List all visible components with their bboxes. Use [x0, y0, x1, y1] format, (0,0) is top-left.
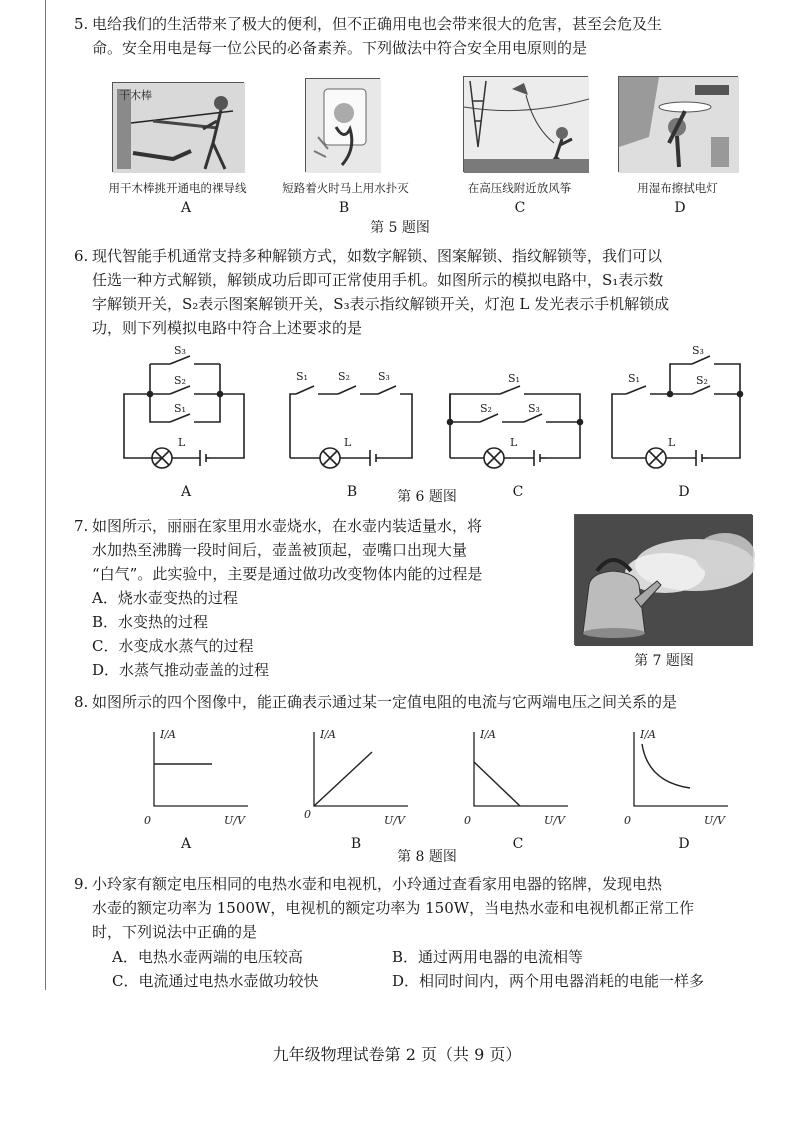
- q8-graph-b: [300, 726, 410, 836]
- q8-figure-title: 第 8 题图: [397, 849, 457, 865]
- q8-a-origin: 0: [144, 814, 151, 827]
- question-5: [74, 12, 772, 60]
- q5-picture-d-drawing: [619, 77, 739, 173]
- q8-b-xlabel: U/V: [384, 814, 405, 827]
- question-6: [74, 244, 772, 340]
- question-5-number: 5.: [74, 15, 89, 33]
- question-6-line-3: 字解锁开关，S₂表示图案解锁开关，S₃表示指纹解锁开关，灯泡 L 发光表示手机解锁成: [92, 295, 670, 313]
- q6-c-s3-label: S₃: [528, 402, 540, 415]
- q6-letter-a: A: [180, 484, 192, 500]
- q8-letter-a: A: [180, 836, 192, 852]
- q8-c-xlabel: U/V: [544, 814, 565, 827]
- q8-d-origin: 0: [624, 814, 631, 827]
- q6-letter-b: B: [346, 484, 358, 500]
- q6-circuit-a: [124, 346, 244, 471]
- q8-b-ylabel: I/A: [320, 728, 336, 741]
- q7-kettle-drawing: [575, 515, 753, 646]
- question-9-option-b: B．通过两用电器的电流相等: [392, 948, 584, 966]
- question-9-option-a: A．电热水壶两端的电压较高: [112, 948, 303, 966]
- q7-kettle-photo: [574, 514, 752, 645]
- question-8-line-1: 如图所示的四个图像中，能正确表示通过某一定值电阻的电流与它两端电压之间关系的是: [92, 693, 678, 711]
- q5-caption-a: 用干木棒挑开通电的裸导线: [108, 181, 247, 195]
- q7-figure-title: 第 7 题图: [634, 653, 694, 669]
- q8-a-xlabel: U/V: [224, 814, 245, 827]
- q5-picture-b: [305, 78, 380, 172]
- q5-picture-a-label: 干木棒: [119, 89, 152, 102]
- q6-a-lamp-label: L: [178, 436, 186, 449]
- q5-letter-d: D: [674, 200, 686, 216]
- q5-picture-c-drawing: [464, 77, 589, 173]
- q8-graph-a: [140, 726, 250, 836]
- q6-d-s2-label: S₂: [696, 374, 708, 387]
- question-9-number: 9.: [74, 875, 89, 893]
- q8-letter-b: B: [350, 836, 362, 852]
- question-9-line-2: 水壶的额定功率为 1500W，电视机的额定功率为 150W，当电热水壶和电视机都正常工作: [92, 899, 695, 917]
- question-7-line-3: “白气”。此实验中，主要是通过做功改变物体内能的过程是: [92, 565, 483, 583]
- question-5-line-2: 命。安全用电是每一位公民的必备素养。下列做法中符合安全用电原则的是: [92, 39, 588, 57]
- q6-letter-d: D: [678, 484, 690, 500]
- q8-letter-c: C: [512, 836, 524, 852]
- q5-picture-a: [112, 82, 244, 172]
- q6-d-s1-label: S₁: [628, 372, 640, 385]
- question-7-option-c: C．水变成水蒸气的过程: [92, 637, 254, 655]
- q8-d-xlabel: U/V: [704, 814, 725, 827]
- question-7: [74, 514, 552, 682]
- question-8-number: 8.: [74, 693, 89, 711]
- q5-picture-c: [463, 76, 588, 172]
- question-7-line-1: 如图所示，丽丽在家里用水壶烧水，在水壶内装适量水，将: [92, 517, 483, 535]
- q8-a-ylabel: I/A: [160, 728, 176, 741]
- question-6-line-4: 功，则下列模拟电路中符合上述要求的是: [92, 319, 363, 337]
- q5-caption-d: 用湿布擦拭电灯: [637, 181, 718, 195]
- q5-figure-title: 第 5 题图: [370, 220, 430, 236]
- q6-d-s3-label: S₃: [692, 344, 704, 357]
- q6-figure-title: 第 6 题图: [397, 489, 457, 505]
- q6-c-s1-label: S₁: [508, 372, 520, 385]
- q6-b-s3-label: S₃: [378, 370, 390, 383]
- q5-letter-b: B: [338, 200, 350, 216]
- q6-b-s2-label: S₂: [338, 370, 350, 383]
- q5-picture-b-drawing: [306, 79, 381, 173]
- q5-picture-a-drawing: [113, 83, 245, 173]
- q6-a-s1-label: S₁: [174, 402, 186, 415]
- question-9: [74, 872, 772, 944]
- q8-graph-c: [460, 726, 570, 836]
- question-6-line-2: 任选一种方式解锁，解锁成功后即可正常使用手机。如图所示的模拟电路中，S₁表示数: [92, 271, 664, 289]
- q8-c-origin: 0: [464, 814, 471, 827]
- q6-c-lamp-label: L: [510, 436, 518, 449]
- question-7-option-b: B．水变热的过程: [92, 613, 209, 631]
- question-5-line-1: 电给我们的生活带来了极大的便利，但不正确用电也会带来很大的危害，甚至会危及生: [92, 15, 663, 33]
- question-9-line-3: 时，下列说法中正确的是: [92, 923, 258, 941]
- question-8: [74, 690, 772, 714]
- q8-letter-d: D: [678, 836, 690, 852]
- q8-graph-d: [620, 726, 730, 836]
- q6-a-s2-label: S₂: [174, 374, 186, 387]
- page-footer: 九年级物理试卷第 2 页（共 9 页）: [272, 1045, 522, 1064]
- binding-margin-line: [45, 0, 46, 990]
- question-6-line-1: 现代智能手机通常支持多种解锁方式，如数字解锁、图案解锁、指纹解锁等，我们可以: [92, 247, 663, 265]
- question-7-option-a: A．烧水壶变热的过程: [92, 589, 238, 607]
- question-9-line-1: 小玲家有额定电压相同的电热水壶和电视机，小玲通过查看家用电器的铭牌，发现电热: [92, 875, 663, 893]
- q6-circuit-c: [450, 370, 580, 470]
- q8-c-ylabel: I/A: [480, 728, 496, 741]
- question-7-option-d: D．水蒸气推动壶盖的过程: [92, 661, 270, 679]
- q5-caption-b: 短路着火时马上用水扑灭: [282, 181, 409, 195]
- question-7-line-2: 水加热至沸腾一段时间后，壶盖被顶起，壶嘴口出现大量: [92, 541, 468, 559]
- q6-letter-c: C: [512, 484, 524, 500]
- q6-circuit-d: [612, 346, 742, 470]
- q6-b-lamp-label: L: [344, 436, 352, 449]
- q6-a-s3-label: S₃: [174, 344, 186, 357]
- q5-caption-c: 在高压线附近放风筝: [467, 181, 572, 195]
- q8-b-origin: 0: [304, 808, 311, 821]
- q5-letter-a: A: [180, 200, 192, 216]
- q5-picture-d: [618, 76, 738, 172]
- q6-c-s2-label: S₂: [480, 402, 492, 415]
- q8-d-ylabel: I/A: [640, 728, 656, 741]
- question-6-number: 6.: [74, 247, 89, 265]
- q5-letter-c: C: [514, 200, 526, 216]
- q6-d-lamp-label: L: [668, 436, 676, 449]
- q6-b-s1-label: S₁: [296, 370, 308, 383]
- q6-circuit-b: [290, 370, 412, 470]
- question-9-option-c: C．电流通过电热水壶做功较快: [112, 972, 319, 990]
- question-9-option-d: D．相同时间内，两个用电器消耗的电能一样多: [392, 972, 705, 990]
- question-7-number: 7.: [74, 517, 89, 535]
